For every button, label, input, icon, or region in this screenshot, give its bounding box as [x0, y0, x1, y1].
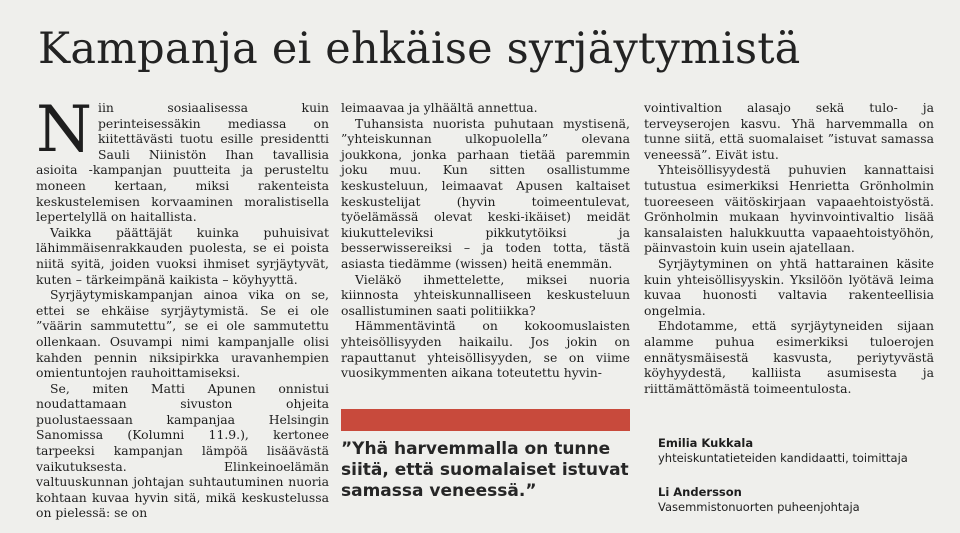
paragraph: Yhteisöllisyydestä puhuvien kannattaisi tutustua esimerkiksi Henrietta Grönholmin tuoreeseen väitöskirjaan vapaaehtoistyöstä. Grönholmin mukaan hyvinvointivaltio lisää kansalaisten halukkuutta vapaaehtoistyöhön, päinvastoin kuin usein ajatellaan.: [644, 162, 934, 256]
paragraph: Niin sosiaalisessa kuin perinteisessäkin mediassa on kiitettävästi tuotu esille presidentti Sauli Niinistön Ihan tavallisia asioita -kampanjan puutteita ja perusteltu moneen kertaan, miksi rakenteista keskustelemisen korvaaminen moralistisella lepertelyllä on haitallista.: [36, 93, 329, 225]
paragraph: Syrjäytymiskampanjan ainoa vika on se, ettei se ehkäise syrjäytymistä. Se ei ole ”väärin sammutettu”, se ei ole sammutettu ollenkaan. Osuvampi nimi kampanjalle olisi kahden pennin niksipirkka uravanhempien omientuntojen rauhoittamiseksi.: [36, 287, 329, 381]
paragraph: Vieläkö ihmettelette, miksei nuoria kiinnosta yhteiskunnalliseen keskusteluun osallistuminen saati politiikka?: [341, 271, 630, 318]
paragraph: Vaikka päättäjät kuinka puhuisivat lähimmäisenrakkauden puolesta, se ei poista niitä syitä, joiden vuoksi ihmiset syrjäytyvät, kuten – tärkeimpänä kaikista – köyhyyttä.: [36, 224, 329, 287]
author-signature: [658, 436, 908, 466]
paragraph: leimaavaa ja ylhäältä annettua.: [341, 100, 538, 115]
author-signature: [658, 485, 860, 515]
article-headline: Kampanja ei ehkäise syrjäytymistä: [38, 24, 801, 74]
paragraph: Hämmentävintä on kokoomuslaisten yhteisöllisyyden haikailu. Jos jokin on rapauttanut yhteisöllisyyden, se on viime vuosikymmenten aikana toteutettu hyvin-: [341, 318, 630, 381]
drop-cap: N: [36, 93, 92, 167]
pull-quote-accent-bar: [341, 409, 630, 431]
paragraph: Ehdotamme, että syrjäytyneiden sijaan alamme puhua esimerkiksi tuloerojen ennätysmäisestä kasvusta, periytyvästä köyhyydestä, kalliista asumisesta ja riittämättömästä toimeentulosta.: [644, 318, 934, 396]
author-name: Li Andersson: [658, 485, 742, 499]
paragraph: Syrjäytyminen on yhtä hattarainen käsite kuin yhteisöllisyyskin. Yksilöön lyötävä leima kuvaa huonosti valtavia rakenteellisia ongelmia.: [644, 255, 934, 318]
paragraph: Se, miten Matti Apunen onnistui noudattamaan sivuston ohjeita puolustaessaan kampanjaa Helsingin Sanomissa (Kolumni 11.9.), kertonee tarpeeksi kampanjan lämpöä lisäävästä vaikutuksesta. Elinkeinoelämän valtuuskunnan johtajan suhtautuminen nuoria kohtaan kuvaa hyvin sitä, mikä keskustelussa on pielessä: se on: [36, 380, 329, 521]
author-role: yhteiskuntatieteiden kandidaatti, toimittaja: [658, 451, 908, 465]
author-name: Emilia Kukkala: [658, 436, 754, 450]
article-column-1: [36, 93, 329, 521]
paragraph: vointivaltion alasajo sekä tulo- ja terveyserojen kasvu. Yhä harvemmalla on tunne siitä, että suomalaiset ”istuvat samassa veneessä”. Eivät istu.: [644, 100, 934, 162]
article-column-3: [644, 100, 934, 396]
pull-quote: ”Yhä harvemmalla on tunne siitä, että suomalaiset istuvat samassa veneessä.”: [341, 439, 629, 501]
paragraph: Tuhansista nuorista puhutaan mystisenä, ”yhteiskunnan ulkopuolella” olevana joukkona, jonka parhaan tietää paremmin joku muu. Kun sitten osallistumme keskusteluun, leimaavat Apusen kaltaiset keskustelijat (hyvin toimeentulevat, työelämässä olevat keski-ikäiset) meidät kiukutteleviksi pikkutytöiksi ja besserwissereiksi – ja toden totta, tästä asiasta tiedämme (wissen) heitä enemmän.: [341, 115, 630, 271]
article-column-2: [341, 100, 630, 381]
author-role: Vasemmistonuorten puheenjohtaja: [658, 500, 860, 514]
